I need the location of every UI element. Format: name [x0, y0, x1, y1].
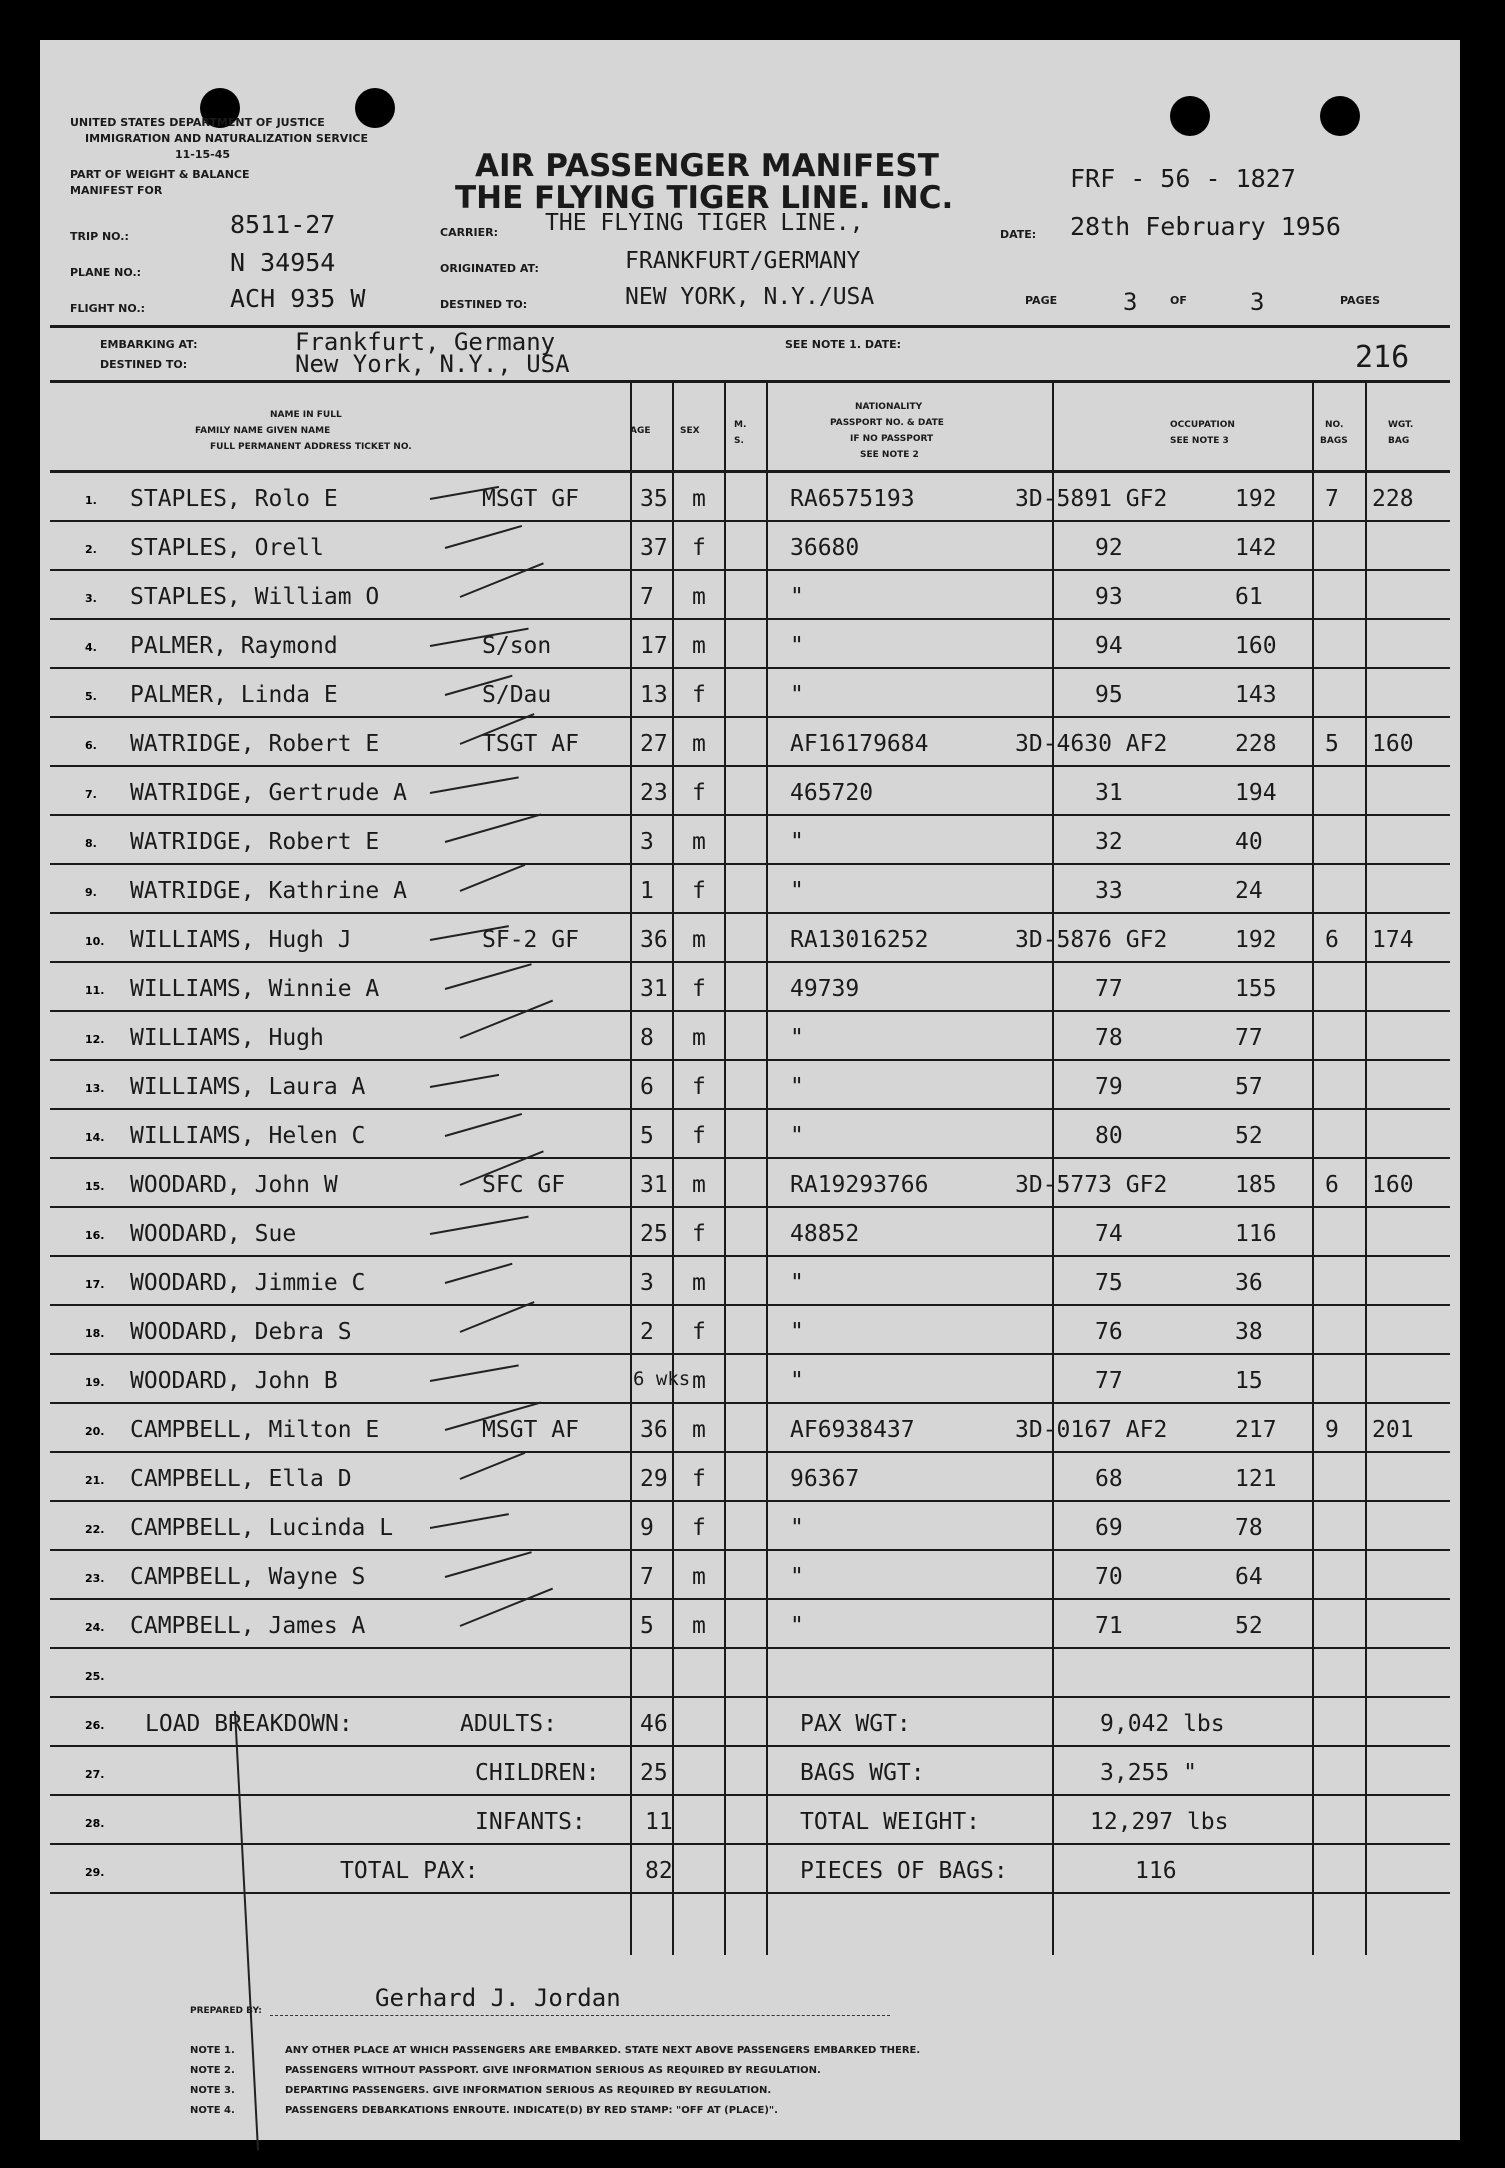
passport: 48852 [790, 1221, 860, 1247]
occupation: 79 [1095, 1074, 1123, 1100]
occupation: 78 [1095, 1025, 1123, 1051]
punch-hole [355, 88, 395, 128]
row-divider [50, 1647, 1450, 1649]
children-label: CHILDREN: [475, 1760, 600, 1786]
passenger-name: STAPLES, Rolo E [130, 486, 338, 512]
passport: " [790, 1515, 804, 1541]
row-divider [50, 1696, 1450, 1698]
pax-weight: 9,042 lbs [1100, 1711, 1225, 1737]
age: 27 [640, 731, 668, 757]
row-number: 23. [85, 1572, 105, 1585]
passenger-name: WATRIDGE, Gertrude A [130, 780, 407, 806]
col-nat-header: PASSPORT NO. & DATE [830, 418, 944, 428]
bag-weight: 228 [1372, 486, 1414, 512]
age: 36 [640, 927, 668, 953]
occupation: 74 [1095, 1221, 1123, 1247]
row-number: 20. [85, 1425, 105, 1438]
row-number: 15. [85, 1180, 105, 1193]
embarking-label: EMBARKING AT: [100, 338, 198, 351]
passport: " [790, 682, 804, 708]
passport: RA6575193 [790, 486, 915, 512]
age: 2 [640, 1319, 654, 1345]
weight: 78 [1235, 1515, 1263, 1541]
passport: " [790, 878, 804, 904]
flight-label: FLIGHT NO.: [70, 302, 146, 315]
children-count: 25 [640, 1760, 668, 1786]
passenger-name: STAPLES, Orell [130, 535, 324, 561]
ticket-info: SF-2 GF [482, 927, 579, 953]
page-number: 3 [1123, 288, 1138, 316]
row-number: 1. [85, 494, 97, 507]
row-number: 22. [85, 1523, 105, 1536]
row-number: 11. [85, 984, 105, 997]
age: 35 [640, 486, 668, 512]
age: 7 [640, 584, 654, 610]
sex: f [692, 1319, 706, 1345]
note-line: NOTE 2. PASSENGERS WITHOUT PASSPORT. GIVE INFORMATION SERIOUS AS REQUIRED BY REGULATION. [190, 2065, 821, 2076]
passport: " [790, 1025, 804, 1051]
sex: f [692, 682, 706, 708]
passenger-name: CAMPBELL, Milton E [130, 1417, 380, 1443]
total-pax: 82 [645, 1858, 673, 1884]
sex: f [692, 1123, 706, 1149]
row-number: 4. [85, 641, 97, 654]
sex: m [692, 633, 706, 659]
passenger-name: CAMPBELL, Wayne S [130, 1564, 366, 1590]
bag-weight: 160 [1372, 731, 1414, 757]
col-occ-header: OCCUPATION [1170, 420, 1235, 430]
weight: 40 [1235, 829, 1263, 855]
bag-weight: 160 [1372, 1172, 1414, 1198]
age: 6 [640, 1074, 654, 1100]
page-subtitle: THE FLYING TIGER LINE. INC. [455, 180, 954, 216]
passenger-name: STAPLES, William O [130, 584, 380, 610]
weight: 155 [1235, 976, 1277, 1002]
passport: 49739 [790, 976, 860, 1002]
passenger-name: WOODARD, John B [130, 1368, 338, 1394]
occupation: 32 [1095, 829, 1123, 855]
bags-weight: 3,255 " [1100, 1760, 1197, 1786]
passenger-name: WILLIAMS, Hugh J [130, 927, 352, 953]
trip-label: TRIP NO.: [70, 230, 129, 243]
passenger-name: WOODARD, Jimmie C [130, 1270, 366, 1296]
sex: f [692, 535, 706, 561]
bags-weight-label: BAGS WGT: [800, 1760, 925, 1786]
age: 13 [640, 682, 668, 708]
occupation: 95 [1095, 682, 1123, 708]
passenger-name: WILLIAMS, Helen C [130, 1123, 366, 1149]
age: 37 [640, 535, 668, 561]
weight: 160 [1235, 633, 1277, 659]
ticket-info: S/Dau [482, 682, 552, 708]
occupation: 3D-5891 GF2 [1015, 486, 1168, 512]
sex: m [692, 486, 706, 512]
row-number: 18. [85, 1327, 105, 1340]
row-number: 6. [85, 739, 97, 752]
age: 17 [640, 633, 668, 659]
col-wgt-header: WGT. [1388, 420, 1414, 430]
passenger-name: CAMPBELL, James A [130, 1613, 366, 1639]
weight: 61 [1235, 584, 1263, 610]
weight: 36 [1235, 1270, 1263, 1296]
page-label: PAGE [1025, 294, 1058, 307]
age: 3 [640, 829, 654, 855]
passenger-name: WATRIDGE, Kathrine A [130, 878, 407, 904]
col-nat-header: IF NO PASSPORT [850, 434, 934, 444]
row-number: 13. [85, 1082, 105, 1095]
occupation: 80 [1095, 1123, 1123, 1149]
occupation: 76 [1095, 1319, 1123, 1345]
passport: 96367 [790, 1466, 860, 1492]
punch-hole [1320, 96, 1360, 136]
weight: 116 [1235, 1221, 1277, 1247]
col-age-header: AGE [630, 426, 651, 436]
weight: 143 [1235, 682, 1277, 708]
total-weight-label: TOTAL WEIGHT: [800, 1809, 981, 1835]
sex: m [692, 584, 706, 610]
destined: NEW YORK, N.Y./USA [625, 284, 875, 310]
sex: m [692, 731, 706, 757]
sex: f [692, 1466, 706, 1492]
date-label: DATE: [1000, 228, 1037, 241]
weight: 142 [1235, 535, 1277, 561]
passport: " [790, 1564, 804, 1590]
col-bags-header: BAGS [1320, 436, 1348, 446]
row-number: 25. [85, 1670, 105, 1683]
pieces-of-bags: 116 [1135, 1858, 1177, 1884]
row-divider [50, 1892, 1450, 1894]
passenger-name: WOODARD, Debra S [130, 1319, 352, 1345]
load-breakdown-label: LOAD BREAKDOWN: [145, 1711, 353, 1737]
agency-line: 11-15-45 [175, 148, 231, 161]
weight: 192 [1235, 927, 1277, 953]
weight: 228 [1235, 731, 1277, 757]
age: 31 [640, 976, 668, 1002]
occupation: 94 [1095, 633, 1123, 659]
bag-count: 5 [1325, 731, 1339, 757]
agency-line: IMMIGRATION AND NATURALIZATION SERVICE [85, 132, 369, 145]
adults-label: ADULTS: [460, 1711, 557, 1737]
passport: 465720 [790, 780, 874, 806]
age: 5 [640, 1613, 654, 1639]
col-ms-header: S. [734, 436, 744, 446]
row-number: 2. [85, 543, 97, 556]
bag-count: 9 [1325, 1417, 1339, 1443]
row-number: 28. [85, 1817, 105, 1830]
age: 36 [640, 1417, 668, 1443]
passenger-name: WILLIAMS, Laura A [130, 1074, 366, 1100]
row-number: 10. [85, 935, 105, 948]
punch-hole [1170, 96, 1210, 136]
row-number: 5. [85, 690, 97, 703]
row-number: 3. [85, 592, 97, 605]
col-name-header: NAME IN FULL [270, 410, 342, 420]
row-number: 19. [85, 1376, 105, 1389]
ticket-info: SFC GF [482, 1172, 566, 1198]
passenger-name: WILLIAMS, Hugh [130, 1025, 324, 1051]
age: 23 [640, 780, 668, 806]
sex: f [692, 1074, 706, 1100]
occupation: 33 [1095, 878, 1123, 904]
passport: AF6938437 [790, 1417, 915, 1443]
weight: 185 [1235, 1172, 1277, 1198]
passenger-name: CAMPBELL, Ella D [130, 1466, 352, 1492]
occupation: 3D-5876 GF2 [1015, 927, 1168, 953]
sex: m [692, 1613, 706, 1639]
page-title: AIR PASSENGER MANIFEST [475, 148, 939, 184]
passport: AF16179684 [790, 731, 929, 757]
row-number: 9. [85, 886, 97, 899]
age: 25 [640, 1221, 668, 1247]
passport: RA13016252 [790, 927, 929, 953]
bag-weight: 201 [1372, 1417, 1414, 1443]
adults-count: 46 [640, 1711, 668, 1737]
passport: " [790, 829, 804, 855]
manifest-ref: FRF - 56 - 1827 [1070, 164, 1296, 193]
passenger-name: WOODARD, John W [130, 1172, 338, 1198]
total-weight: 12,297 lbs [1090, 1809, 1229, 1835]
row-number: 16. [85, 1229, 105, 1242]
weight: 217 [1235, 1417, 1277, 1443]
passport: " [790, 1123, 804, 1149]
occupation: 3D-4630 AF2 [1015, 731, 1168, 757]
age: 1 [640, 878, 654, 904]
row-divider [50, 1745, 1450, 1747]
passport: " [790, 633, 804, 659]
row-number: 26. [85, 1719, 105, 1732]
row-number: 21. [85, 1474, 105, 1487]
row-number: 7. [85, 788, 97, 801]
infants-count: 11 [645, 1809, 673, 1835]
bag-weight: 174 [1372, 927, 1414, 953]
weight: 15 [1235, 1368, 1263, 1394]
row-number: 27. [85, 1768, 105, 1781]
sex: m [692, 1564, 706, 1590]
passenger-name: PALMER, Raymond [130, 633, 338, 659]
plane-no: N 34954 [230, 248, 336, 277]
passport: " [790, 1613, 804, 1639]
bag-count: 6 [1325, 927, 1339, 953]
sex: f [692, 1221, 706, 1247]
note-line: NOTE 3. DEPARTING PASSENGERS. GIVE INFORMATION SERIOUS AS REQUIRED BY REGULATION. [190, 2085, 772, 2096]
age: 3 [640, 1270, 654, 1296]
occupation: 3D-5773 GF2 [1015, 1172, 1168, 1198]
originated-label: ORIGINATED AT: [440, 262, 539, 275]
form-number: 216 [1355, 340, 1410, 375]
row-number: 8. [85, 837, 97, 850]
occupation: 77 [1095, 976, 1123, 1002]
occupation: 93 [1095, 584, 1123, 610]
sex: f [692, 780, 706, 806]
weight: 77 [1235, 1025, 1263, 1051]
passenger-name: CAMPBELL, Lucinda L [130, 1515, 394, 1541]
see-note-label: SEE NOTE 1. DATE: [785, 338, 902, 351]
flight-no: ACH 935 W [230, 284, 366, 313]
bag-count: 7 [1325, 486, 1339, 512]
note-line: NOTE 4. PASSENGERS DEBARKATIONS ENROUTE. INDICATE(D) BY RED STAMP: "OFF AT (PLACE)". [190, 2105, 778, 2116]
occupation: 77 [1095, 1368, 1123, 1394]
sex: m [692, 1368, 706, 1394]
weight: 192 [1235, 486, 1277, 512]
carrier-label: CARRIER: [440, 226, 499, 239]
ticket-info: TSGT AF [482, 731, 579, 757]
destined-label: DESTINED TO: [440, 298, 528, 311]
ticket-info: MSGT GF [482, 486, 579, 512]
row-divider [50, 1843, 1450, 1845]
occupation: 3D-0167 AF2 [1015, 1417, 1168, 1443]
sex: m [692, 829, 706, 855]
trip-no: 8511-27 [230, 210, 336, 239]
passenger-name: WATRIDGE, Robert E [130, 731, 380, 757]
col-nat-header: NATIONALITY [855, 402, 923, 412]
row-number: 24. [85, 1621, 105, 1634]
infants-label: INFANTS: [475, 1809, 586, 1835]
bag-count: 6 [1325, 1172, 1339, 1198]
sex: f [692, 976, 706, 1002]
age: 6 wks [633, 1368, 691, 1390]
age: 5 [640, 1123, 654, 1149]
col-name-header: FAMILY NAME GIVEN NAME [195, 426, 331, 436]
embarking: Frankfurt, Germany [295, 328, 556, 356]
weight: 52 [1235, 1613, 1263, 1639]
sex: m [692, 1417, 706, 1443]
prepared-by-label: PREPARED BY: [190, 2006, 262, 2016]
occupation: 68 [1095, 1466, 1123, 1492]
sex: f [692, 878, 706, 904]
of-label: OF [1170, 294, 1187, 307]
weight: 64 [1235, 1564, 1263, 1590]
agency-line: PART OF WEIGHT & BALANCE [70, 168, 250, 181]
occupation: 75 [1095, 1270, 1123, 1296]
col-sex-header: SEX [680, 426, 700, 436]
passport: " [790, 1319, 804, 1345]
weight: 52 [1235, 1123, 1263, 1149]
row-number: 17. [85, 1278, 105, 1291]
plane-label: PLANE NO.: [70, 266, 142, 279]
divider [50, 380, 1450, 383]
passenger-name: WATRIDGE, Robert E [130, 829, 380, 855]
row-number: 12. [85, 1033, 105, 1046]
row-number: 14. [85, 1131, 105, 1144]
occupation: 92 [1095, 535, 1123, 561]
col-nat-header: SEE NOTE 2 [860, 450, 919, 460]
divider [50, 325, 1450, 328]
col-wgt-header: BAG [1388, 436, 1410, 446]
prepared-by: Gerhard J. Jordan [375, 1984, 621, 2012]
sex: f [692, 1515, 706, 1541]
passenger-name: WILLIAMS, Winnie A [130, 976, 380, 1002]
destined2-label: DESTINED TO: [100, 358, 188, 371]
weight: 24 [1235, 878, 1263, 904]
manifest-page [40, 40, 1460, 2140]
passport: " [790, 584, 804, 610]
pieces-of-bags-label: PIECES OF BAGS: [800, 1858, 1008, 1884]
pages-label: PAGES [1340, 294, 1381, 307]
weight: 38 [1235, 1319, 1263, 1345]
date: 28th February 1956 [1070, 212, 1341, 241]
sex: m [692, 927, 706, 953]
row-number: 29. [85, 1866, 105, 1879]
passport: RA19293766 [790, 1172, 929, 1198]
carrier: THE FLYING TIGER LINE., [545, 210, 864, 236]
weight: 57 [1235, 1074, 1263, 1100]
occupation: 70 [1095, 1564, 1123, 1590]
page-count: 3 [1250, 288, 1265, 316]
total-pax-label: TOTAL PAX: [340, 1858, 479, 1884]
passport: 36680 [790, 535, 860, 561]
sex: m [692, 1270, 706, 1296]
weight: 194 [1235, 780, 1277, 806]
col-occ-header: SEE NOTE 3 [1170, 436, 1229, 446]
age: 31 [640, 1172, 668, 1198]
passenger-name: WOODARD, Sue [130, 1221, 297, 1247]
agency-line: UNITED STATES DEPARTMENT OF JUSTICE [70, 116, 325, 129]
age: 29 [640, 1466, 668, 1492]
ticket-info: S/son [482, 633, 552, 659]
row-divider [50, 1794, 1450, 1796]
occupation: 71 [1095, 1613, 1123, 1639]
age: 9 [640, 1515, 654, 1541]
passport: " [790, 1270, 804, 1296]
note-line: NOTE 1. ANY OTHER PLACE AT WHICH PASSENGERS ARE EMBARKED. STATE NEXT ABOVE PASSENGERS EMBARKED THERE. [190, 2045, 921, 2056]
occupation: 69 [1095, 1515, 1123, 1541]
passport: " [790, 1074, 804, 1100]
age: 8 [640, 1025, 654, 1051]
col-ms-header: M. [734, 420, 747, 430]
sex: m [692, 1025, 706, 1051]
passenger-name: PALMER, Linda E [130, 682, 338, 708]
pax-weight-label: PAX WGT: [800, 1711, 911, 1737]
occupation: 31 [1095, 780, 1123, 806]
passport: " [790, 1368, 804, 1394]
ticket-info: MSGT AF [482, 1417, 579, 1443]
col-bags-header: NO. [1325, 420, 1344, 430]
signature-line [270, 2015, 890, 2016]
agency-line: MANIFEST FOR [70, 184, 163, 197]
weight: 121 [1235, 1466, 1277, 1492]
age: 7 [640, 1564, 654, 1590]
destined2: New York, N.Y., USA [295, 350, 570, 378]
col-name-header: FULL PERMANENT ADDRESS TICKET NO. [210, 442, 412, 452]
sex: m [692, 1172, 706, 1198]
originated: FRANKFURT/GERMANY [625, 248, 861, 274]
